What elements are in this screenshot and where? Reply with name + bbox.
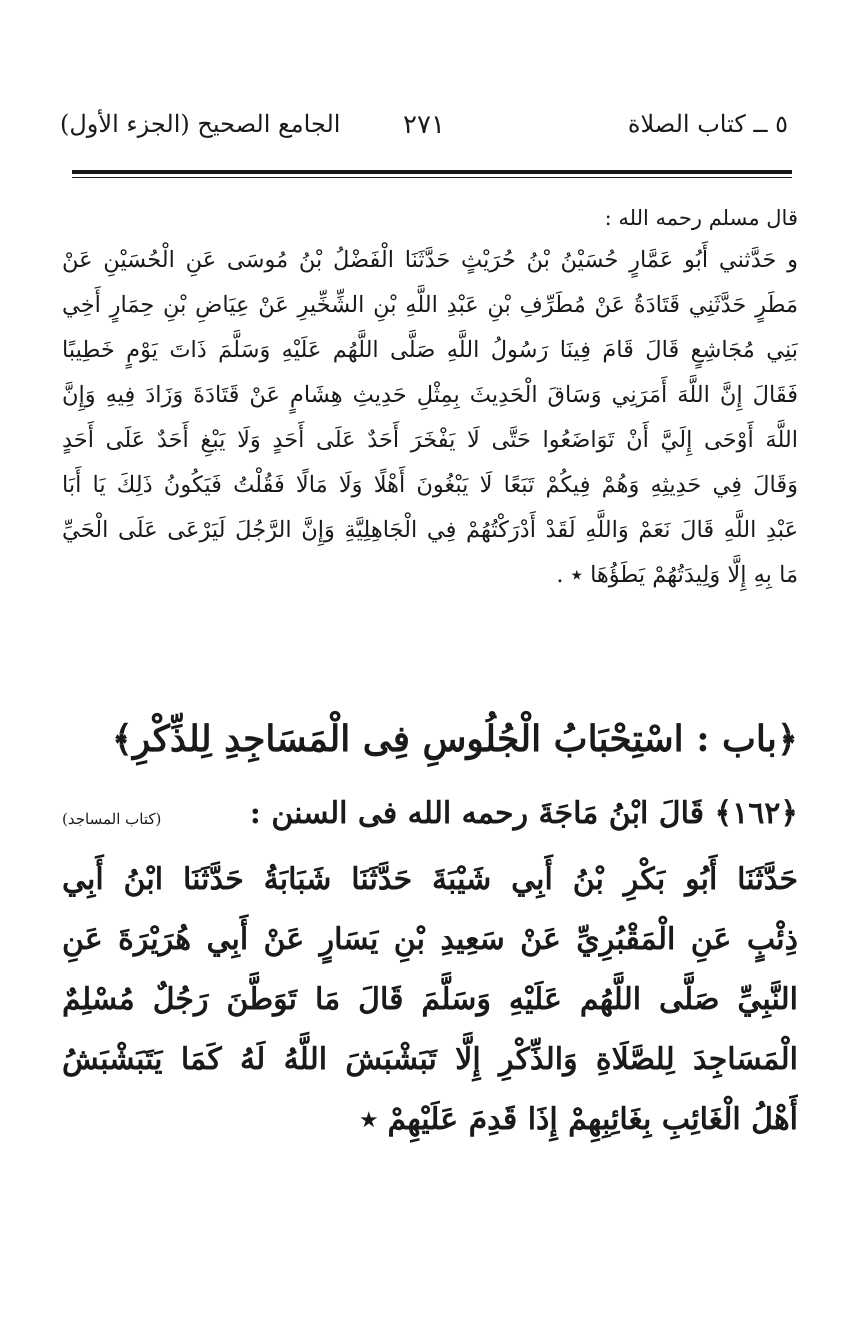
hadith-block-muslim bbox=[62, 198, 798, 598]
header-chapter-label: ٥ ــ كتاب الصلاة bbox=[627, 110, 788, 138]
source-reference: (كتاب المساجد) bbox=[62, 810, 162, 828]
hadith-block-ibn-majah bbox=[62, 850, 798, 1150]
hadith-line: ذِئْبٍ عَنِ الْمَقْبُرِيِّ عَنْ سَعِيدِ بْنِ يَسَارٍ عَنْ أَبِي هُرَيْرَةَ عَنِ bbox=[62, 922, 798, 957]
hadith-line: مَطَرٍ حَدَّثَنِي قَتَادَةُ عَنْ مُطَرِّفِ بْنِ عَبْدِ اللَّهِ بْنِ الشِّخِّيرِ عَنْ عِيَاضِ بْنِ حِمَارٍ أَخِي bbox=[62, 292, 798, 318]
hadith-line: حَدَّثَنَا أَبُو بَكْرِ بْنُ أَبِي شَيْبَةَ حَدَّثَنَا شَبَابَةُ حَدَّثَنَا ابْنُ أَبِي bbox=[62, 862, 798, 897]
hadith-line: النَّبِيِّ صَلَّى اللَّهُم عَلَيْهِ وَسَلَّمَ قَالَ مَا تَوَطَّنَ رَجُلٌ مُسْلِمٌ bbox=[62, 982, 798, 1017]
hadith-line: اللَّهَ أَوْحَى إِلَيَّ أَنْ تَوَاضَعُوا حَتَّى لَا يَفْخَرَ أَحَدٌ عَلَى أَحَدٍ وَلَا يَبْغِ أَحَدٌ عَلَى أَحَدٍ bbox=[62, 427, 798, 453]
hadith-line: عَبْدِ اللَّهِ قَالَ نَعَمْ وَاللَّهِ لَقَدْ أَدْرَكْتُهُمْ فِي الْجَاهِلِيَّةِ وَإِنَّ الرَّجُلَ لَيَرْعَى عَلَى الْحَيِّ bbox=[62, 517, 798, 543]
hadith-line: أَهْلُ الْغَائِبِ بِغَائِبِهِمْ إِذَا قَدِمَ عَلَيْهِمْ ٭ bbox=[360, 1102, 798, 1137]
page-number: ٢٧١ bbox=[403, 110, 445, 140]
hadith-line: الْمَسَاجِدَ لِلصَّلَاةِ وَالذِّكْرِ إِلَّا تَبَشْبَشَ اللَّهُ لَهُ كَمَا يَتَبَشْبَشُ bbox=[62, 1042, 798, 1077]
hadith-line: بَنِي مُجَاشِعٍ قَالَ قَامَ فِينَا رَسُولُ اللَّهِ صَلَّى اللَّهُم عَلَيْهِ وَسَلَّمَ ذَاتَ يَوْمٍ خَطِيبًا bbox=[62, 337, 798, 363]
header-book-title: الجامع الصحيح (الجزء الأول) bbox=[60, 110, 341, 138]
chapter-title: ﴿باب : اسْتِحْبَابُ الْجُلُوسِ فِى الْمَسَاجِدِ لِلذِّكْرِ﴾ bbox=[111, 718, 798, 760]
header-rule bbox=[72, 170, 792, 174]
hadith-line: وَقَالَ فِي حَدِيثِهِ وَهُمْ فِيكُمْ تَبَعًا لَا يَبْغُونَ أَهْلًا وَلَا مَالًا فَقُلْتُ فَيَكُونُ ذَلِكَ يَا أَبَا bbox=[62, 472, 798, 498]
hadith-heading bbox=[62, 796, 798, 846]
hadith-number-heading: ﴿١٦٢﴾ قَالَ ابْنُ مَاجَةَ رحمه الله فى السنن : bbox=[249, 796, 798, 831]
narrator-intro: قال مسلم رحمه الله : bbox=[604, 206, 798, 230]
hadith-line: و حَدَّثني أَبُو عَمَّارٍ حُسَيْنُ بْنُ حُرَيْثٍ حَدَّثَنَا الْفَضْلُ بْنُ مُوسَى عَنِ الْحُسَيْنِ عَنْ bbox=[62, 247, 798, 273]
hadith-line: فَقَالَ إِنَّ اللَّهَ أَمَرَنِي وَسَاقَ الْحَدِيثَ بِمِثْلِ حَدِيثِ هِشَامٍ عَنْ قَتَادَةَ وَزَادَ فِيهِ وَإِنَّ bbox=[62, 382, 798, 408]
running-header bbox=[60, 110, 788, 150]
hadith-line: مَا بِهِ إِلَّا وَلِيدَتُهُمْ يَطَؤُهَا ٭ . bbox=[556, 562, 798, 588]
header-rule-thin bbox=[72, 177, 792, 178]
